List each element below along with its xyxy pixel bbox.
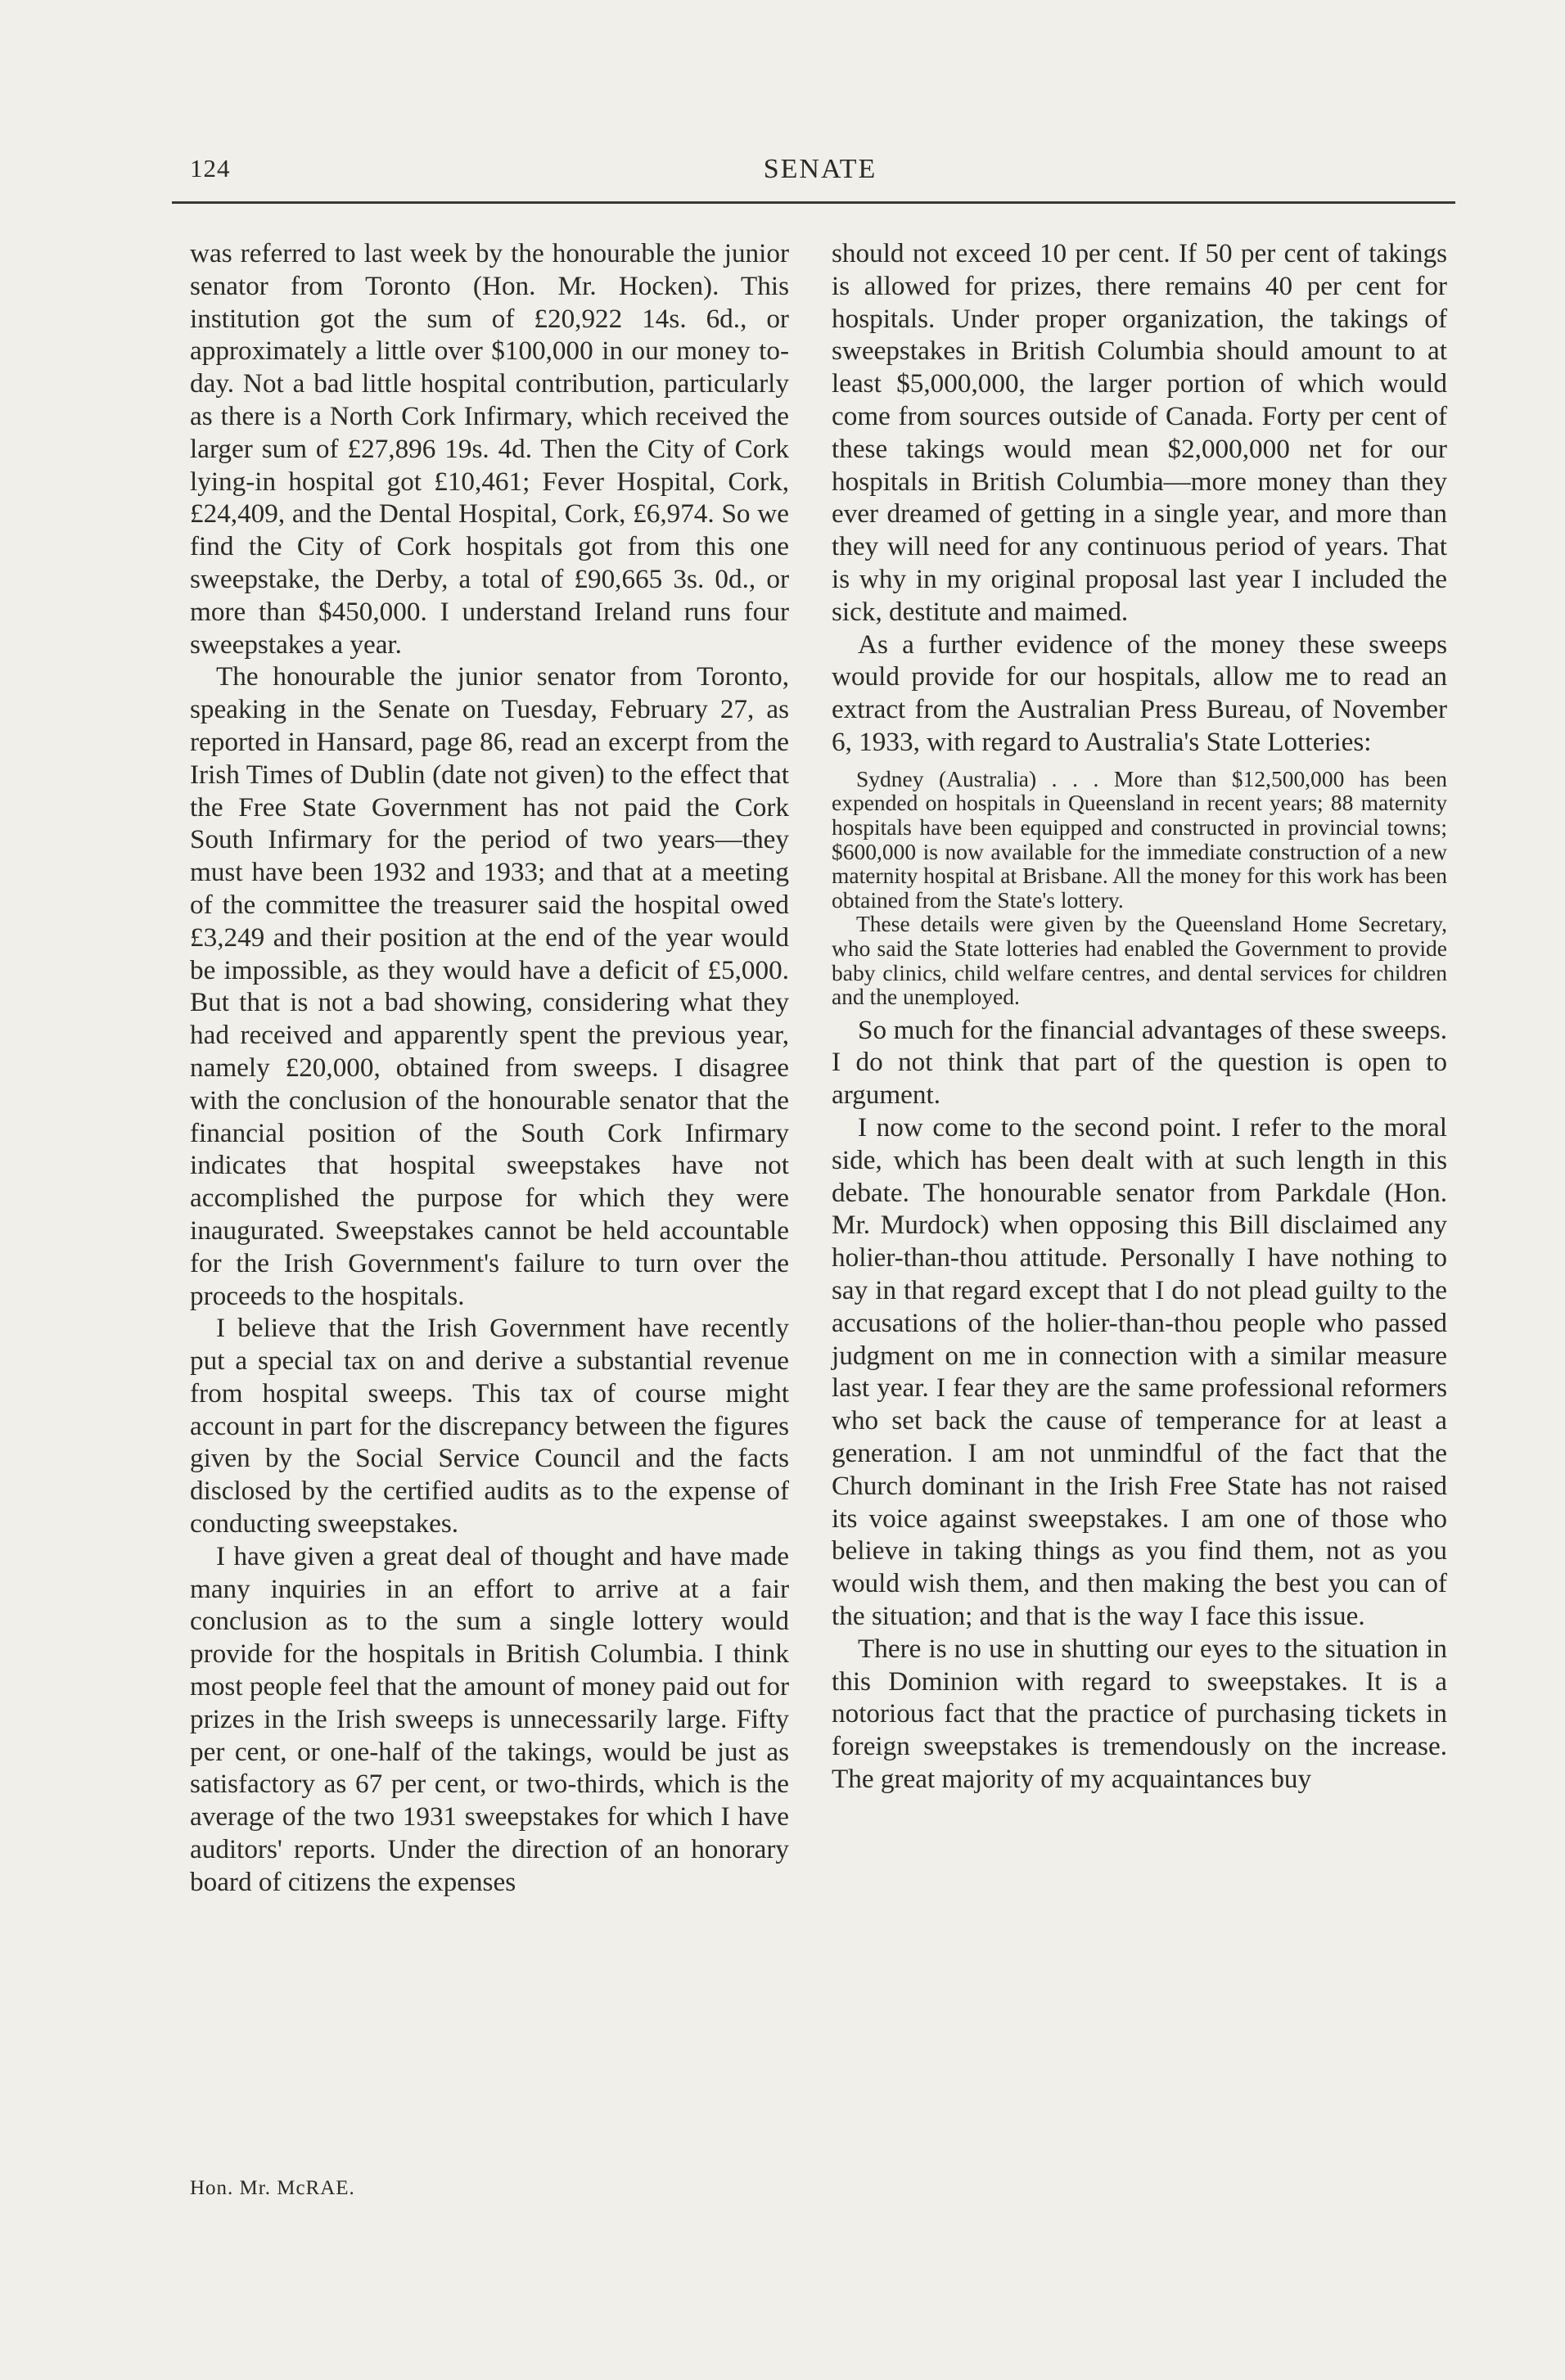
quote-paragraph: These details were given by the Queensland Home Secretary, who said the State lotteries had enabled the Government to provide baby clinics, child welfare centres, and dental services for children and the unemployed. <box>832 911 1447 1010</box>
paragraph: I now come to the second point. I refer to the moral side, which has been dealt with at such length in this debate. The honourable senator from Parkdale (Hon. Mr. Murdock) when opposing this Bill disclaimed any holier-than-thou attitude. Personally I have nothing to say in that regard except that I do not plead guilty to the accusations of the holier-than-thou people who passed judgment on me in connection with a similar measure last year. I fear they are the same professional reformers who set back the cause of temperance for at least a generation. I am not unmindful of the fact that the Church dominant in the Irish Free State has not raised its voice against sweepstakes. I am one of those who believe in taking things as you find them, not as you would wish them, and then making the best you can of the situation; and that is the way I face this issue. <box>832 1112 1447 1632</box>
running-head: SENATE <box>763 154 877 184</box>
paragraph: was referred to last week by the honourable the junior senator from Toronto (Hon. Mr. Hocken). This institution got the sum of £20,922 14s. 6d., or approximately a little over $100,000 in our money to-day. Not a bad little hospital contribution, particularly as there is a North Cork Infirmary, which received the larger sum of £27,896 19s. 4d. Then the City of Cork lying-in hospital got £10,461; Fever Hospital, Cork, £24,409, and the Dental Hospital, Cork, £6,974. So we find the City of Cork hospitals got from this one sweepstake, the Derby, a total of £90,665 3s. 0d., or more than $450,000. I understand Ireland runs four sweepstakes a year. <box>190 238 789 660</box>
right-column <box>832 237 1447 1796</box>
header-rule <box>172 201 1455 204</box>
quote-paragraph: Sydney (Australia) . . . More than $12,500,000 has been expended on hospitals in Queensland in recent years; 88 maternity hospitals have been equipped and constructed in provincial towns; $600,000 is now available for the immediate construction of a new maternity hospital at Brisbane. All the money for this work has been obtained from the State's lottery. <box>832 765 1447 913</box>
paragraph: There is no use in shutting our eyes to the situation in this Dominion with regard to sweepstakes. It is a notorious fact that the practice of purchasing tickets in foreign sweepstakes is tremendously on the increase. The great majority of my acquaintances buy <box>832 1633 1447 1795</box>
paragraph: should not exceed 10 per cent. If 50 per cent of takings is allowed for prizes, there remains 40 per cent for hospitals. Under proper organization, the takings of sweepstakes in British Columbia should amount to at least $5,000,000, the larger portion of which would come from sources outside of Canada. Forty per cent of these takings would mean $2,000,000 net for our hospitals in British Columbia—more money than they ever dreamed of getting in a single year, and more than they will need for any continuous period of years. That is why in my original proposal last year I included the sick, destitute and maimed. <box>832 238 1447 627</box>
left-column <box>190 237 789 1899</box>
paragraph: So much for the financial advantages of these sweeps. I do not think that part of the question is open to argument. <box>832 1014 1447 1111</box>
paragraph: I believe that the Irish Government have recently put a special tax on and derive a substantial revenue from hospital sweeps. This tax of course might account in part for the discrepancy between the figures given by the Social Service Council and the facts disclosed by the certified audits as to the expense of conducting sweepstakes. <box>190 1313 789 1539</box>
paragraph: As a further evidence of the money these sweeps would provide for our hospitals, allow me to read an extract from the Australian Press Bureau, of November 6, 1933, with regard to Australia's State Lotteries: <box>832 629 1447 757</box>
paragraph: The honourable the junior senator from Toronto, speaking in the Senate on Tuesday, February 27, as reported in Hansard, page 86, read an excerpt from the Irish Times of Dublin (date not given) to the effect that the Free State Government has not paid the Cork South Infirmary for the period of two years—they must have been 1932 and 1933; and that at a meeting of the committee the treasurer said the hospital owed £3,249 and their position at the end of the year would be impossible, as they would have a deficit of £5,000. But that is not a bad showing, considering what they had received and apparently spent the previous year, namely £20,000, obtained from sweeps. I disagree with the conclusion of the honourable senator that the financial position of the South Cork Infirmary indicates that hospital sweepstakes have not accomplished the purpose for which they were inaugurated. Sweepstakes cannot be held accountable for the Irish Government's failure to turn over the proceeds to the hospitals. <box>190 661 789 1311</box>
block-quote <box>832 767 1447 1009</box>
paragraph: I have given a great deal of thought and have made many inquiries in an effort to arrive at a fair conclusion as to the sum a single lottery would provide for the hospitals in British Columbia. I think most people feel that the amount of money paid out for prizes in the Irish sweeps is unnecessarily large. Fifty per cent, or one-half of the takings, would be just as satisfactory as 67 per cent, or two-thirds, which is the average of the two 1931 sweepstakes for which I have auditors' reports. Under the direction of an honorary board of citizens the expenses <box>190 1540 789 1897</box>
page-number: 124 <box>190 154 231 183</box>
footer-speaker: Hon. Mr. McRAE. <box>190 2177 355 2199</box>
page-header <box>190 146 1450 195</box>
